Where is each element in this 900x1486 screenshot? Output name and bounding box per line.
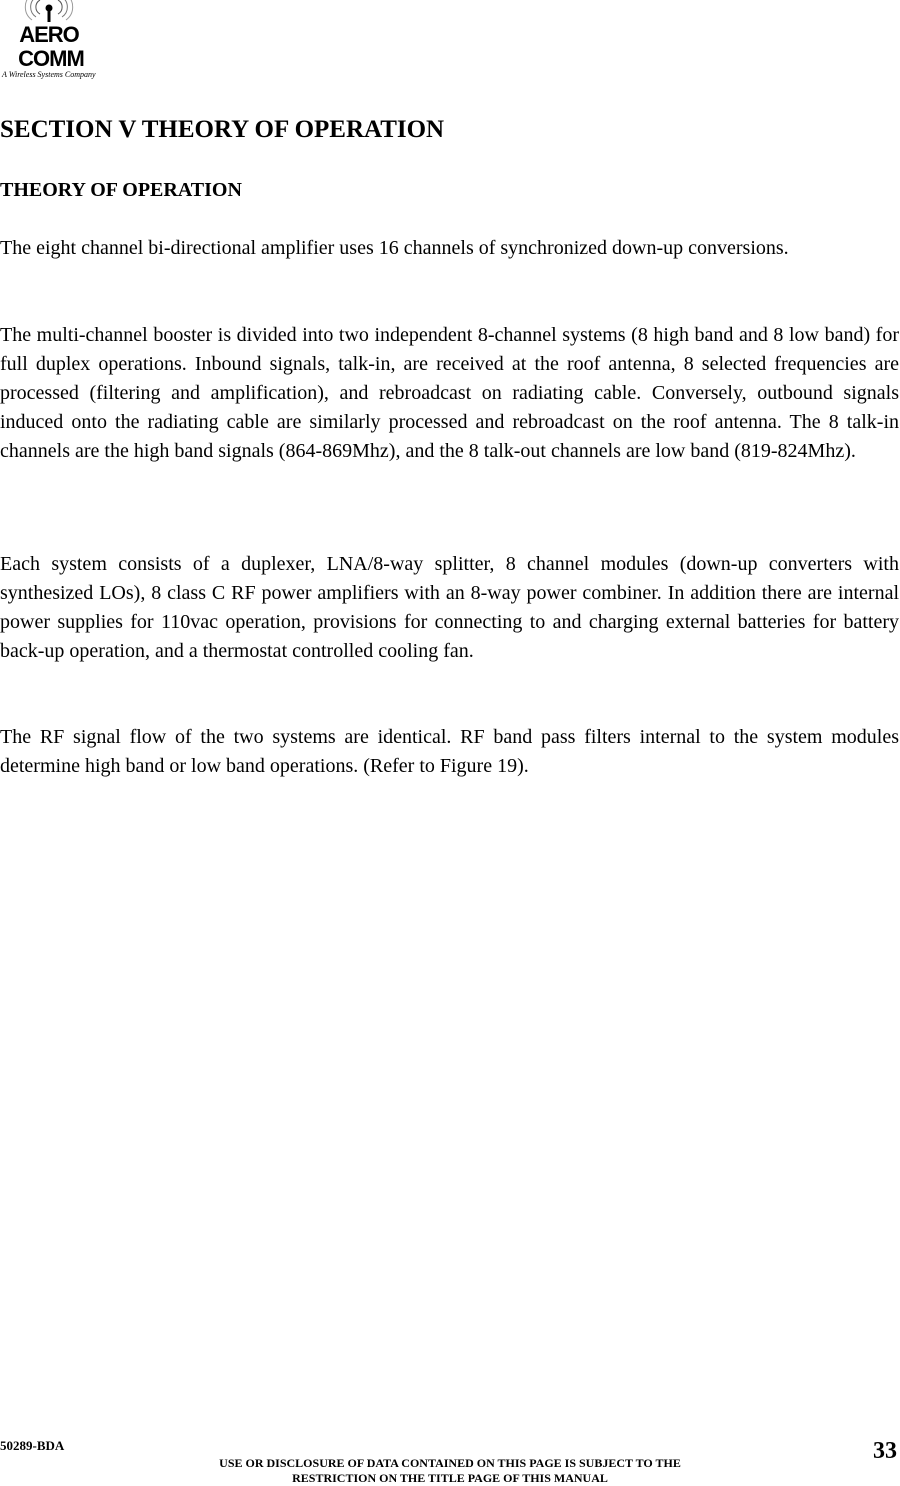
paragraph-system-overview: The multi-channel booster is divided into two independent 8-channel systems (8 high band and 8 low band) for full duplex operations. Inbound signals, talk-in, are received at the roof antenna, 8 selected frequencies are processed (filtering and amplification), and rebroadcast on radiating cable. Conversely, outbound signals induced onto the radiating cable are similarly processed and rebroadcast on the roof antenna. The 8 talk-in channels are the high band signals (864-869Mhz), and the 8 talk-out channels are low band (819-824Mhz). bbox=[0, 324, 899, 462]
logo-word-aero: AERO bbox=[19, 22, 79, 47]
section-title: SECTION V THEORY OF OPERATION bbox=[0, 116, 445, 143]
company-logo bbox=[2, 0, 112, 84]
document-number: 50289-BDA bbox=[0, 1438, 65, 1453]
logo-tagline: A Wireless Systems Company bbox=[2, 70, 96, 79]
disclosure-notice-line-2: RESTRICTION ON THE TITLE PAGE OF THIS MANUAL bbox=[292, 1471, 608, 1485]
subsection-title: THEORY OF OPERATION bbox=[0, 179, 242, 201]
paragraph-intro: The eight channel bi-directional amplifier uses 16 channels of synchronized down-up conversions. bbox=[0, 237, 789, 259]
disclosure-notice bbox=[0, 1456, 900, 1486]
disclosure-notice-line-1: USE OR DISCLOSURE OF DATA CONTAINED ON THIS PAGE IS SUBJECT TO THE bbox=[219, 1456, 681, 1470]
antenna-logo-icon bbox=[2, 0, 112, 72]
logo-word-comm: COMM bbox=[18, 46, 84, 71]
paragraph-system-components: Each system consists of a duplexer, LNA/8-way splitter, 8 channel modules (down-up converters with synthesized LOs), 8 class C RF power amplifiers with an 8-way power combiner. In addition there are internal power supplies for 110vac operation, provisions for connecting to and charging external batteries for battery back-up operation, and a thermostat controlled cooling fan. bbox=[0, 553, 899, 662]
paragraph-signal-flow: The RF signal flow of the two systems are identical. RF band pass filters internal to the system modules determine high band or low band operations. (Refer to Figure 19). bbox=[0, 726, 899, 777]
page-number: 33 bbox=[873, 1438, 897, 1464]
